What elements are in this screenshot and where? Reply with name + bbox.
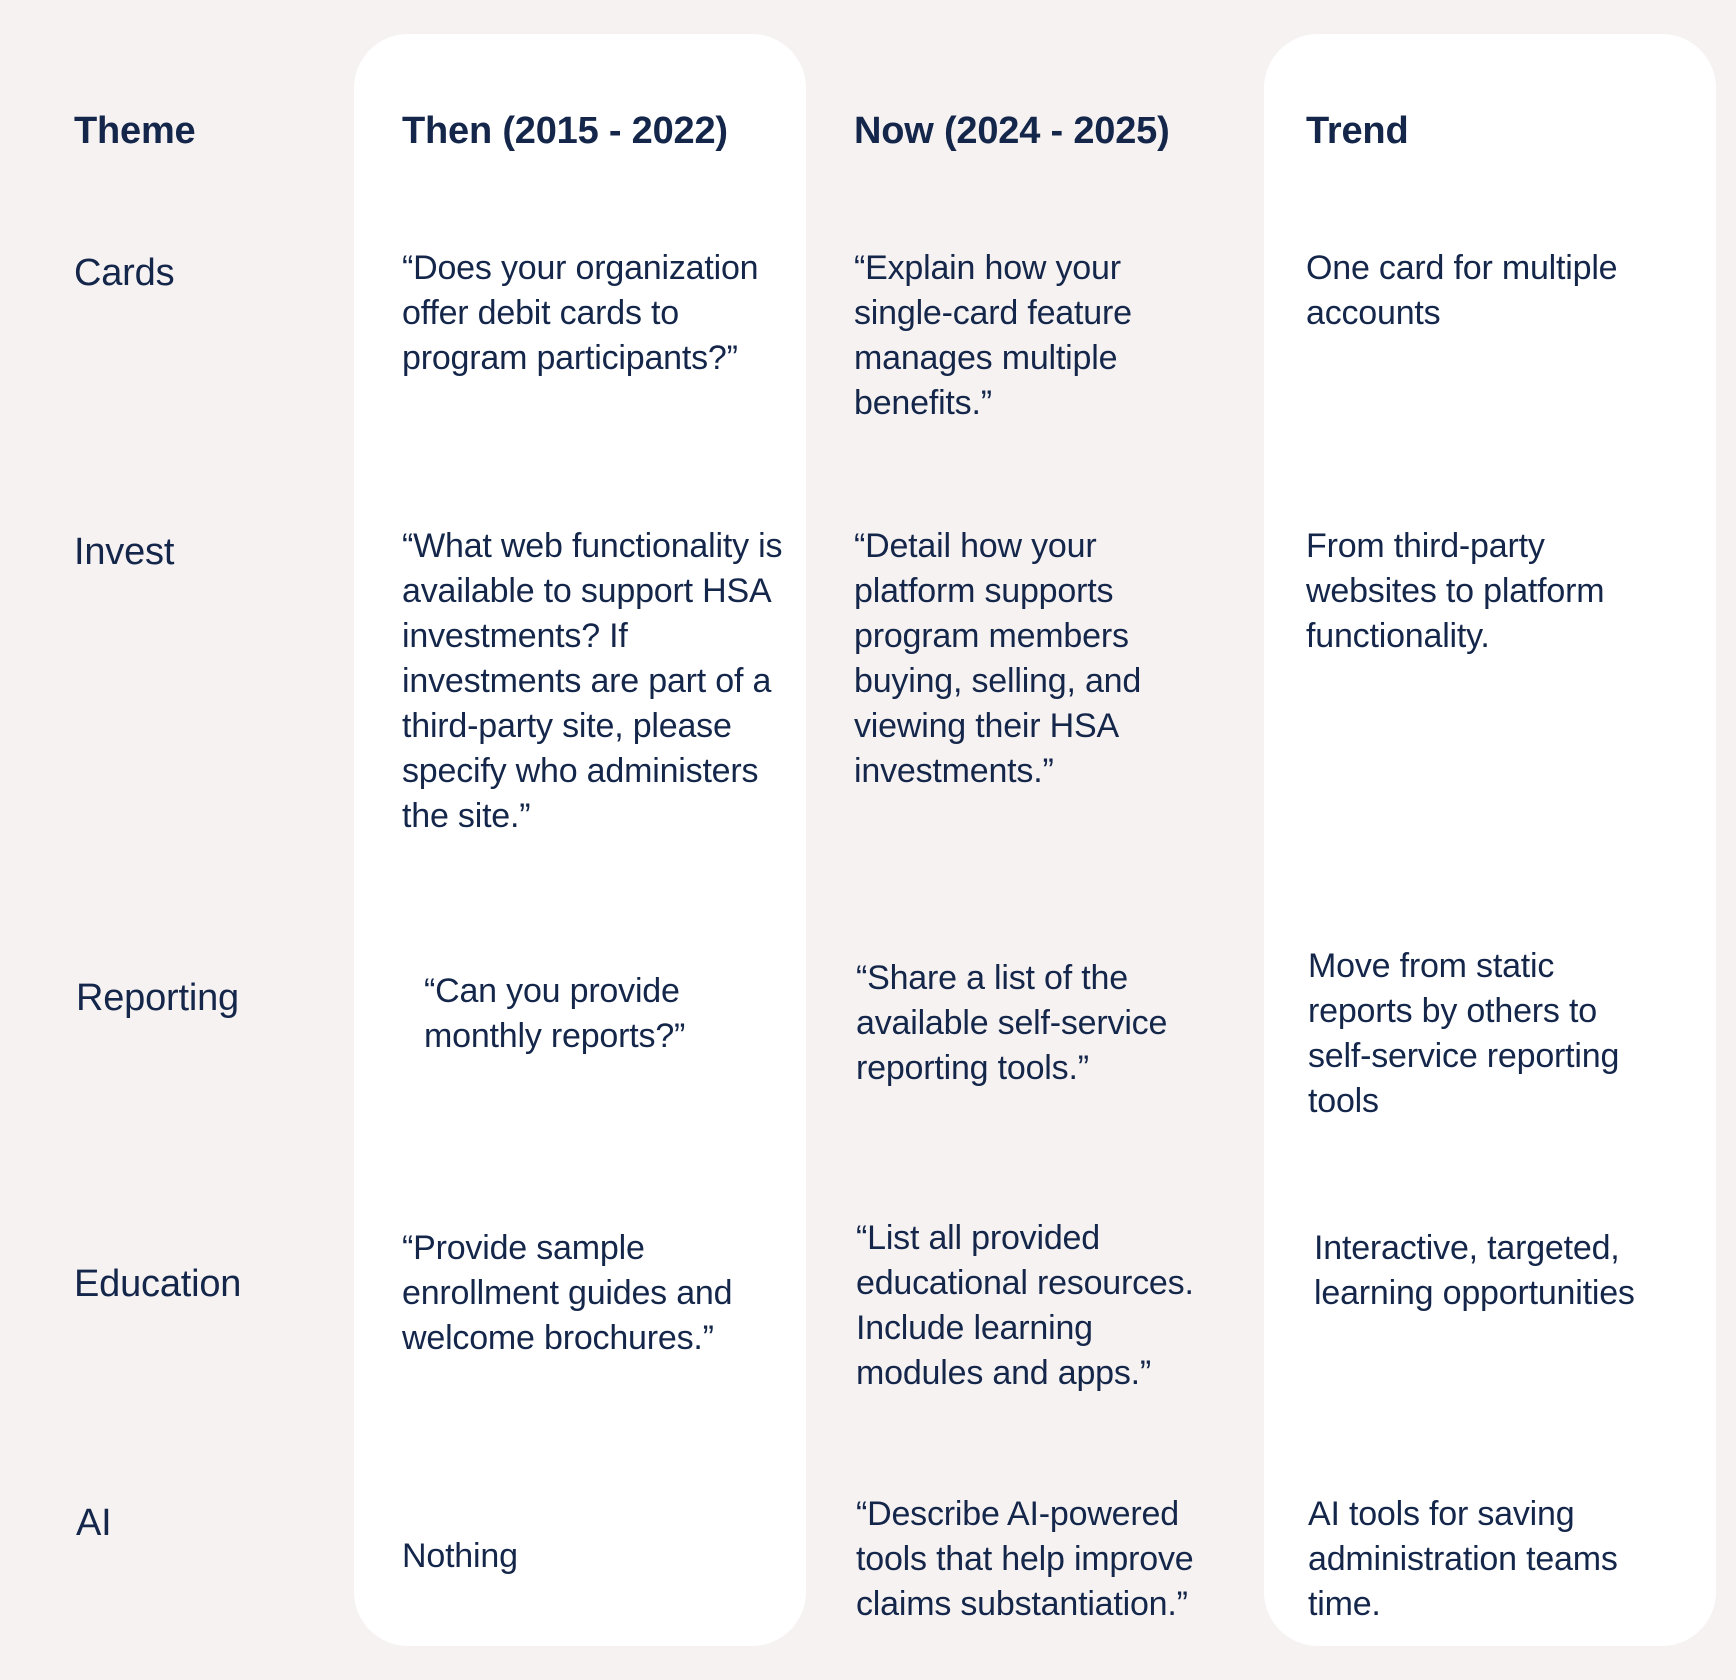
row-reporting-then: “Can you provide monthly reports?” — [424, 972, 686, 1055]
row-ai-now: “Describe AI-powered tools that help improve claims substantiation.” — [856, 1495, 1194, 1623]
row-cards-now: “Explain how your single-card feature manages multiple benefits.” — [854, 249, 1132, 422]
header-trend: Trend — [1306, 110, 1409, 152]
row-ai-theme: AI — [76, 1502, 112, 1544]
row-education-now: “List all provided educational resources. Include learning modules and apps.” — [856, 1219, 1194, 1392]
row-education-then: “Provide sample enrollment guides and welcome brochures.” — [402, 1229, 733, 1357]
row-invest-now: “Detail how your platform supports program members buying, selling, and viewing their HSA investments.” — [854, 527, 1142, 790]
row-ai-then: Nothing — [402, 1537, 518, 1575]
header-then: Then (2015 - 2022) — [402, 110, 728, 152]
row-invest-then: “What web functionality is available to support HSA investments? If investments are part of a third-party site, please specify who administers the site.” — [402, 527, 783, 835]
row-invest-trend: From third-party websites to platform functionality. — [1306, 527, 1605, 655]
row-education-trend: Interactive, targeted, learning opportunities — [1314, 1229, 1635, 1312]
row-cards-then: “Does your organization offer debit cards to program participants?” — [402, 249, 759, 377]
row-reporting-theme: Reporting — [76, 977, 239, 1019]
row-ai-trend: AI tools for saving administration teams time. — [1308, 1495, 1618, 1623]
row-reporting-trend: Move from static reports by others to self-service reporting tools — [1308, 947, 1620, 1120]
row-cards-trend: One card for multiple accounts — [1306, 249, 1618, 332]
row-invest-theme: Invest — [74, 531, 175, 573]
header-now: Now (2024 - 2025) — [854, 110, 1170, 152]
row-reporting-now: “Share a list of the available self-service reporting tools.” — [856, 959, 1168, 1087]
header-theme: Theme — [74, 110, 196, 152]
row-education-theme: Education — [74, 1263, 242, 1305]
row-cards-theme: Cards — [74, 252, 175, 294]
